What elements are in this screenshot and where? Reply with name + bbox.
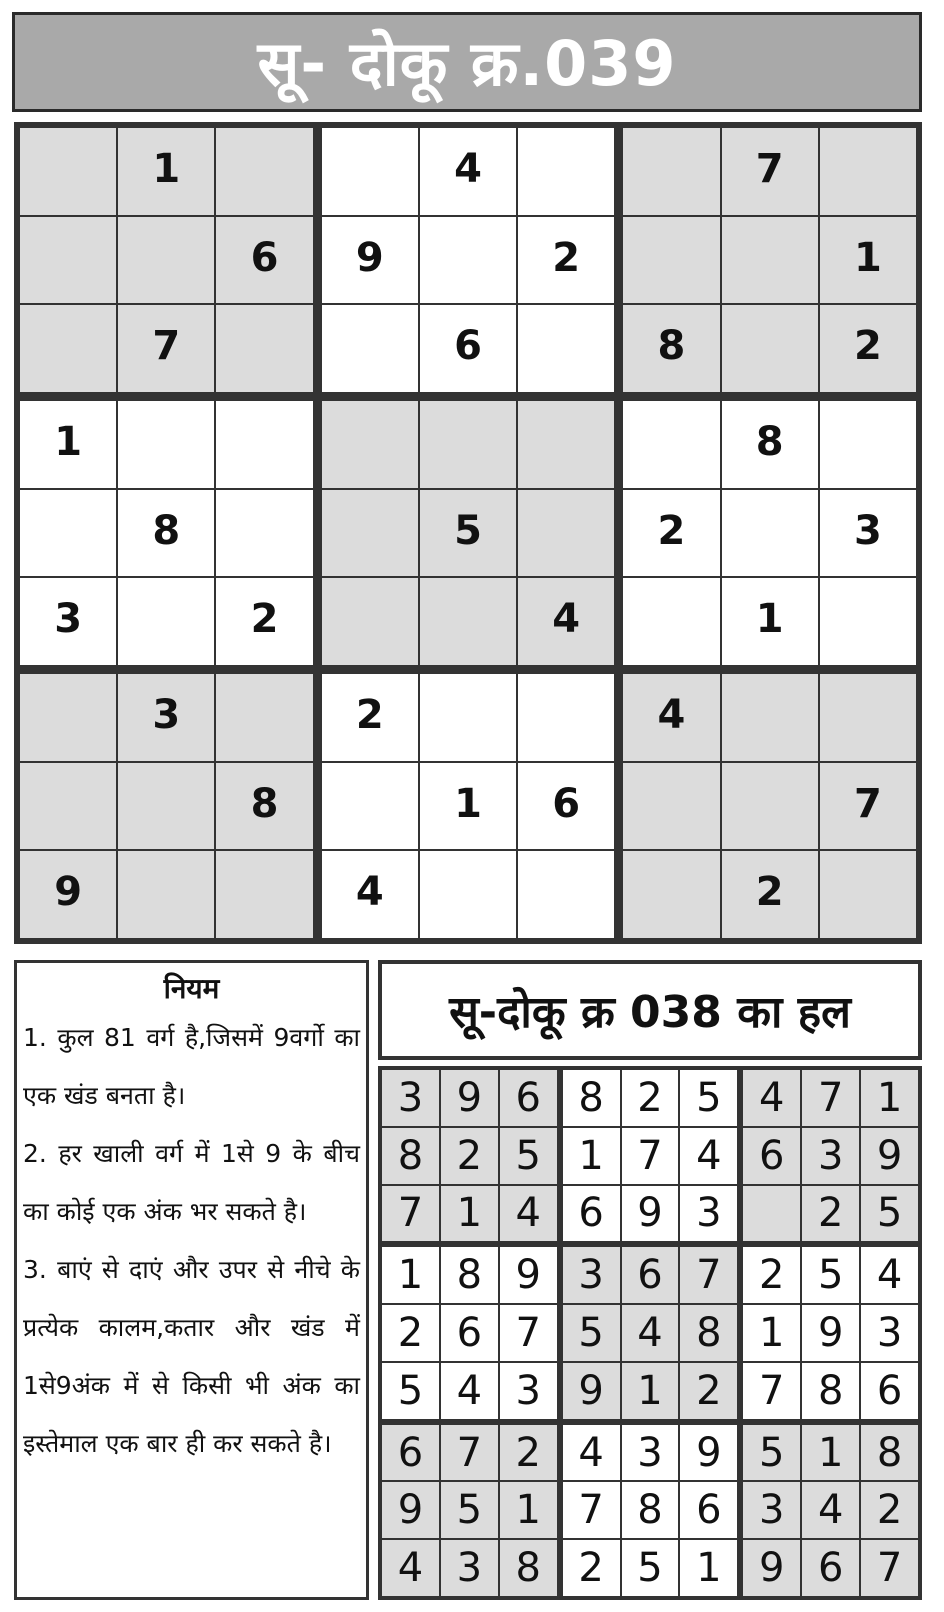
solution-cell: 9 <box>563 1363 620 1419</box>
solution-cell: 9 <box>382 1482 439 1538</box>
puzzle-box <box>320 672 617 940</box>
solution-cell: 1 <box>382 1247 439 1303</box>
solution-cell: 2 <box>563 1540 620 1596</box>
solution-cell: 9 <box>743 1540 800 1596</box>
puzzle-grid <box>14 122 922 944</box>
solution-cell <box>743 1186 800 1242</box>
solution-cell: 5 <box>861 1186 918 1242</box>
puzzle-cell[interactable]: 7 <box>722 128 818 215</box>
puzzle-cell[interactable] <box>820 674 916 761</box>
puzzle-box <box>18 399 315 667</box>
solution-cell: 3 <box>680 1186 737 1242</box>
puzzle-cell[interactable] <box>216 401 312 488</box>
solution-cell: 6 <box>622 1247 679 1303</box>
puzzle-box <box>320 126 617 394</box>
solution-cell: 4 <box>861 1247 918 1303</box>
solution-cell: 3 <box>500 1363 557 1419</box>
solution-title: सू-दोकू क्र 038 का हल <box>378 960 922 1060</box>
solution-cell: 6 <box>861 1363 918 1419</box>
solution-cell: 5 <box>680 1070 737 1126</box>
puzzle-cell[interactable] <box>118 763 214 850</box>
puzzle-cell[interactable] <box>20 490 116 577</box>
puzzle-cell[interactable] <box>722 217 818 304</box>
solution-cell: 1 <box>622 1363 679 1419</box>
puzzle-cell[interactable]: 1 <box>20 401 116 488</box>
puzzle-cell[interactable] <box>20 217 116 304</box>
puzzle-cell[interactable]: 5 <box>420 490 516 577</box>
solution-cell: 1 <box>861 1070 918 1126</box>
solution-cell: 4 <box>743 1070 800 1126</box>
solution-cell: 5 <box>743 1425 800 1481</box>
puzzle-cell[interactable] <box>420 578 516 665</box>
puzzle-cell[interactable] <box>20 674 116 761</box>
puzzle-cell[interactable]: 8 <box>623 305 719 392</box>
puzzle-cell[interactable] <box>623 128 719 215</box>
solution-cell: 2 <box>500 1425 557 1481</box>
solution-cell: 6 <box>441 1305 498 1361</box>
solution-cell: 7 <box>382 1186 439 1242</box>
puzzle-cell[interactable] <box>820 401 916 488</box>
puzzle-cell[interactable] <box>420 851 516 938</box>
solution-cell: 8 <box>680 1305 737 1361</box>
puzzle-cell[interactable] <box>216 674 312 761</box>
solution-cell: 3 <box>441 1540 498 1596</box>
solution-box <box>381 1424 558 1597</box>
puzzle-cell[interactable] <box>118 578 214 665</box>
rule-item-1: 1. कुल 81 वर्ग है,जिसमें 9वर्गो का एक खंड बनता है। <box>23 1023 360 1110</box>
solution-cell: 7 <box>680 1247 737 1303</box>
puzzle-box <box>320 399 617 667</box>
solution-cell: 9 <box>802 1305 859 1361</box>
puzzle-box <box>18 126 315 394</box>
puzzle-cell[interactable] <box>722 305 818 392</box>
puzzle-cell[interactable] <box>118 401 214 488</box>
puzzle-cell[interactable]: 2 <box>216 578 312 665</box>
puzzle-cell[interactable] <box>518 851 614 938</box>
solution-cell: 1 <box>680 1540 737 1596</box>
puzzle-cell[interactable]: 8 <box>118 490 214 577</box>
solution-cell: 3 <box>622 1425 679 1481</box>
puzzle-cell[interactable]: 1 <box>118 128 214 215</box>
solution-cell: 3 <box>563 1247 620 1303</box>
solution-grid <box>378 1066 922 1600</box>
solution-cell: 3 <box>861 1305 918 1361</box>
puzzle-cell[interactable]: 4 <box>623 674 719 761</box>
solution-cell: 3 <box>802 1128 859 1184</box>
solution-cell: 9 <box>441 1070 498 1126</box>
solution-cell: 6 <box>680 1482 737 1538</box>
puzzle-cell[interactable] <box>518 490 614 577</box>
puzzle-cell[interactable] <box>322 401 418 488</box>
puzzle-cell[interactable] <box>216 490 312 577</box>
puzzle-cell[interactable] <box>118 217 214 304</box>
puzzle-cell[interactable] <box>722 674 818 761</box>
puzzle-cell[interactable]: 2 <box>623 490 719 577</box>
puzzle-cell[interactable] <box>216 128 312 215</box>
solution-cell: 8 <box>441 1247 498 1303</box>
puzzle-cell[interactable] <box>820 128 916 215</box>
puzzle-box <box>621 126 918 394</box>
puzzle-cell[interactable]: 4 <box>518 578 614 665</box>
puzzle-cell[interactable] <box>20 128 116 215</box>
solution-cell: 9 <box>500 1247 557 1303</box>
puzzle-cell[interactable]: 1 <box>722 578 818 665</box>
solution-cell: 3 <box>743 1482 800 1538</box>
solution-cell: 2 <box>441 1128 498 1184</box>
solution-cell: 9 <box>680 1425 737 1481</box>
solution-cell: 9 <box>861 1128 918 1184</box>
solution-cell: 6 <box>802 1540 859 1596</box>
puzzle-cell[interactable]: 8 <box>722 401 818 488</box>
puzzle-cell[interactable]: 4 <box>420 128 516 215</box>
puzzle-cell[interactable]: 2 <box>518 217 614 304</box>
solution-cell: 4 <box>802 1482 859 1538</box>
solution-box <box>742 1069 919 1242</box>
solution-cell: 5 <box>802 1247 859 1303</box>
puzzle-cell[interactable]: 6 <box>216 217 312 304</box>
solution-cell: 1 <box>500 1482 557 1538</box>
solution-cell: 5 <box>500 1128 557 1184</box>
solution-box <box>742 1424 919 1597</box>
puzzle-cell[interactable] <box>623 401 719 488</box>
solution-cell: 7 <box>861 1540 918 1596</box>
puzzle-cell[interactable]: 4 <box>322 851 418 938</box>
puzzle-cell[interactable] <box>623 763 719 850</box>
puzzle-cell[interactable]: 2 <box>722 851 818 938</box>
puzzle-cell[interactable] <box>623 578 719 665</box>
solution-box <box>742 1246 919 1419</box>
puzzle-cell[interactable]: 9 <box>322 217 418 304</box>
solution-cell: 2 <box>861 1482 918 1538</box>
puzzle-cell[interactable] <box>118 851 214 938</box>
solution-cell: 7 <box>563 1482 620 1538</box>
puzzle-cell[interactable]: 2 <box>820 305 916 392</box>
puzzle-cell[interactable] <box>322 578 418 665</box>
puzzle-cell[interactable]: 6 <box>420 305 516 392</box>
puzzle-cell[interactable] <box>722 763 818 850</box>
rule-item-3: 3. बाएं से दाएं और उपर से नीचे के प्रत्येक कालम,कतार और खंड में 1से9अंक में से किसी भी अंक का इस्तेमाल एक बार ही कर सकते है। <box>23 1255 360 1458</box>
solution-box <box>562 1246 739 1419</box>
puzzle-cell[interactable] <box>420 217 516 304</box>
puzzle-cell[interactable]: 7 <box>820 763 916 850</box>
puzzle-cell[interactable]: 3 <box>820 490 916 577</box>
solution-cell: 9 <box>622 1186 679 1242</box>
puzzle-cell[interactable] <box>518 305 614 392</box>
solution-cell: 3 <box>382 1070 439 1126</box>
puzzle-cell[interactable]: 1 <box>820 217 916 304</box>
solution-cell: 8 <box>500 1540 557 1596</box>
puzzle-cell[interactable] <box>216 851 312 938</box>
solution-cell: 6 <box>563 1186 620 1242</box>
solution-cell: 8 <box>861 1425 918 1481</box>
solution-cell: 7 <box>743 1363 800 1419</box>
solution-cell: 5 <box>563 1305 620 1361</box>
solution-cell: 2 <box>622 1070 679 1126</box>
puzzle-cell[interactable] <box>322 305 418 392</box>
puzzle-cell[interactable] <box>820 578 916 665</box>
solution-cell: 2 <box>802 1186 859 1242</box>
rules-title: नियम <box>163 972 220 1005</box>
solution-cell: 7 <box>622 1128 679 1184</box>
puzzle-cell[interactable] <box>623 217 719 304</box>
solution-cell: 8 <box>802 1363 859 1419</box>
puzzle-cell[interactable]: 3 <box>118 674 214 761</box>
puzzle-cell[interactable] <box>20 763 116 850</box>
solution-cell: 5 <box>441 1482 498 1538</box>
solution-cell: 8 <box>563 1070 620 1126</box>
puzzle-cell[interactable] <box>722 490 818 577</box>
puzzle-cell[interactable] <box>623 851 719 938</box>
puzzle-box <box>18 672 315 940</box>
puzzle-box <box>621 399 918 667</box>
puzzle-cell[interactable]: 6 <box>518 763 614 850</box>
solution-cell: 4 <box>500 1186 557 1242</box>
puzzle-cell[interactable] <box>20 305 116 392</box>
solution-cell: 7 <box>500 1305 557 1361</box>
solution-cell: 4 <box>563 1425 620 1481</box>
puzzle-cell[interactable] <box>322 763 418 850</box>
solution-cell: 6 <box>382 1425 439 1481</box>
solution-box <box>381 1246 558 1419</box>
solution-cell: 4 <box>382 1540 439 1596</box>
puzzle-cell[interactable]: 8 <box>216 763 312 850</box>
puzzle-cell[interactable] <box>518 401 614 488</box>
puzzle-cell[interactable]: 9 <box>20 851 116 938</box>
solution-box <box>562 1424 739 1597</box>
solution-cell: 2 <box>680 1363 737 1419</box>
solution-cell: 8 <box>382 1128 439 1184</box>
puzzle-cell[interactable] <box>518 128 614 215</box>
solution-cell: 1 <box>563 1128 620 1184</box>
solution-cell: 6 <box>500 1070 557 1126</box>
solution-cell: 2 <box>382 1305 439 1361</box>
puzzle-cell[interactable]: 7 <box>118 305 214 392</box>
puzzle-cell[interactable] <box>820 851 916 938</box>
solution-cell: 4 <box>622 1305 679 1361</box>
puzzle-cell[interactable] <box>420 401 516 488</box>
solution-cell: 1 <box>743 1305 800 1361</box>
solution-box <box>381 1069 558 1242</box>
puzzle-box <box>621 672 918 940</box>
puzzle-cell[interactable] <box>322 128 418 215</box>
rules-panel <box>14 960 369 1600</box>
solution-cell: 4 <box>441 1363 498 1419</box>
solution-cell: 1 <box>441 1186 498 1242</box>
solution-cell: 7 <box>802 1070 859 1126</box>
solution-cell: 5 <box>382 1363 439 1419</box>
puzzle-cell[interactable]: 1 <box>420 763 516 850</box>
puzzle-cell[interactable] <box>322 490 418 577</box>
solution-cell: 7 <box>441 1425 498 1481</box>
puzzle-title: सू- दोकू क्र.039 <box>12 12 922 112</box>
solution-cell: 6 <box>743 1128 800 1184</box>
puzzle-cell[interactable] <box>420 674 516 761</box>
puzzle-cell[interactable] <box>518 674 614 761</box>
puzzle-cell[interactable] <box>216 305 312 392</box>
puzzle-cell[interactable]: 3 <box>20 578 116 665</box>
solution-cell: 4 <box>680 1128 737 1184</box>
solution-cell: 8 <box>622 1482 679 1538</box>
solution-cell: 1 <box>802 1425 859 1481</box>
solution-cell: 5 <box>622 1540 679 1596</box>
rule-item-2: 2. हर खाली वर्ग में 1से 9 के बीच का कोई एक अंक भर सकते है। <box>23 1139 360 1226</box>
puzzle-cell[interactable]: 2 <box>322 674 418 761</box>
solution-box <box>562 1069 739 1242</box>
solution-cell: 2 <box>743 1247 800 1303</box>
